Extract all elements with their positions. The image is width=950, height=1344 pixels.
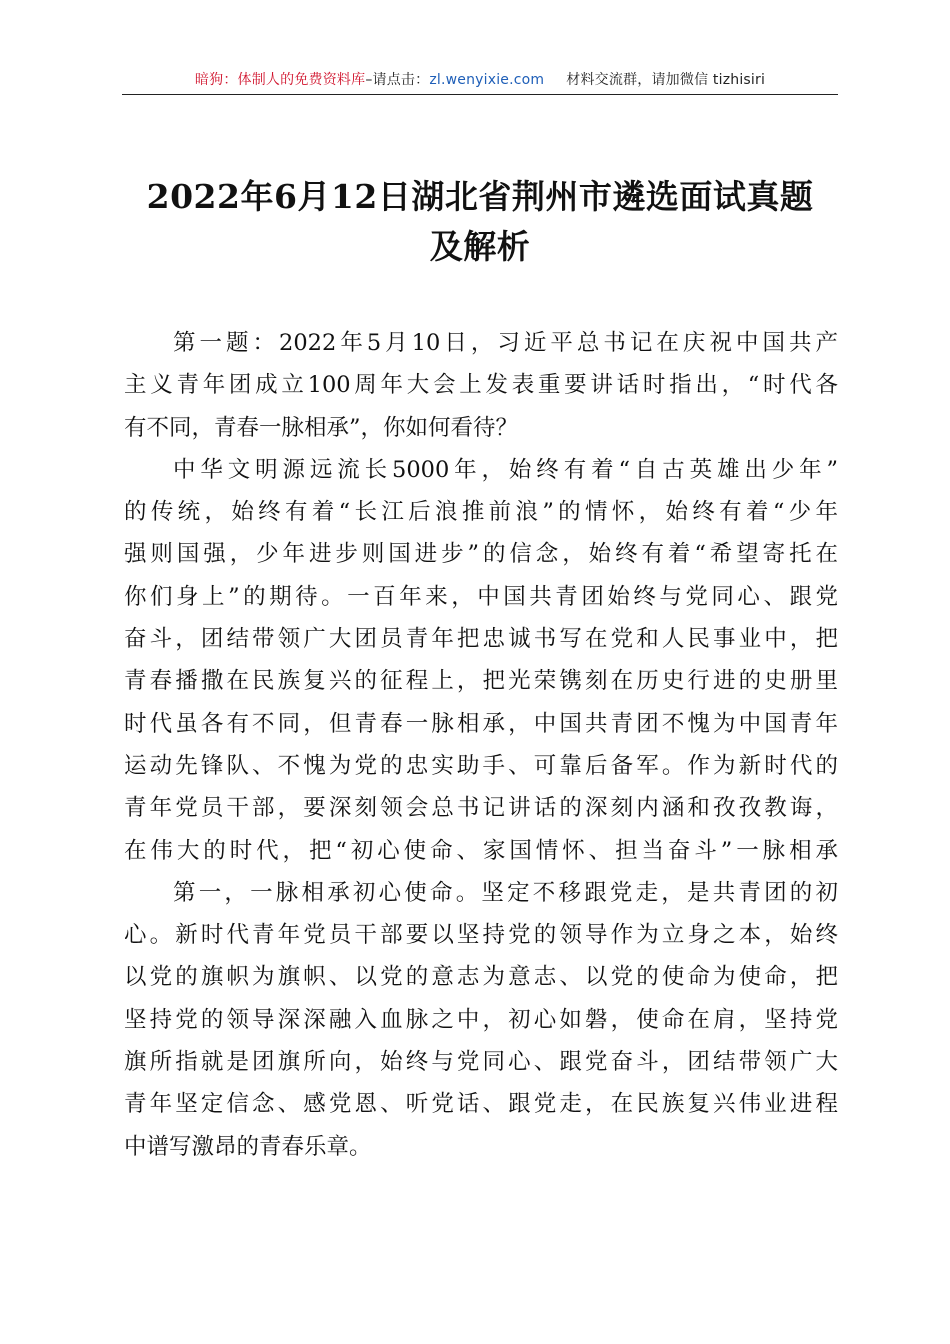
- body-line: 心。新时代青年党员干部要以坚持党的领导作为立身之本，始终: [124, 922, 838, 949]
- header-promo-prefix: –请点击：: [365, 72, 430, 88]
- body-line: 时代虽各有不同，但青春一脉相承，中国共青团不愧为中国青年: [124, 710, 838, 737]
- header-wechat-text: 材料交流群，请加微信 tizhisiri: [566, 72, 766, 88]
- body-line: 第一，一脉相承初心使命。坚定不移跟党走，是共青团的初: [173, 879, 838, 906]
- body-line: 的传统，始终有着“长江后浪推前浪”的情怀，始终有着“少年: [124, 499, 838, 526]
- body-line: 坚持党的领导深深融入血脉之中，初心如磐，使命在肩，坚持党: [124, 1006, 838, 1033]
- document-body: [124, 322, 838, 1168]
- body-line: 第一题：2022年5月10日，习近平总书记在庆祝中国共产: [173, 330, 838, 356]
- body-line: 运动先锋队、不愧为党的忠实助手、可靠后备军。作为新时代的: [124, 752, 838, 779]
- body-line: 旗所指就是团旗所向，始终与党同心、跟党奋斗，团结带领广大: [124, 1049, 838, 1076]
- body-line: 青年党员干部，要深刻领会总书记讲话的深刻内涵和孜孜教诲，: [124, 795, 838, 822]
- body-line: 强则国强，少年进步则国进步”的信念，始终有着“希望寄托在: [124, 541, 838, 568]
- title-line-2: 及解析: [429, 227, 531, 266]
- document-title: [100, 172, 860, 272]
- page-header: [122, 70, 838, 95]
- body-line: 奋斗，团结带领广大团员青年把忠诚书写在党和人民事业中，把: [124, 626, 838, 653]
- body-line: 中谱写激昂的青春乐章。: [124, 1133, 372, 1160]
- header-promo-link[interactable]: zl.wenyixie.com: [429, 72, 545, 88]
- body-line: 以党的旗帜为旗帜、以党的意志为意志、以党的使命为使命，把: [124, 964, 838, 991]
- title-line-1: 2022年6月12日湖北省荆州市遴选面试真题: [146, 177, 814, 216]
- body-line: 青春播撒在民族复兴的征程上，把光荣镌刻在历史行进的史册里: [124, 668, 838, 695]
- body-line: 青年坚定信念、感党恩、听党话、跟党走，在民族复兴伟业进程: [124, 1091, 838, 1118]
- body-line: 在伟大的时代，把“初心使命、家国情怀、担当奋斗”一脉相承: [124, 837, 838, 864]
- body-line: 有不同，青春一脉相承”，你如何看待？: [124, 414, 519, 441]
- body-line: 中华文明源远流长5000年，始终有着“自古英雄出少年”: [173, 456, 838, 483]
- body-line: 主义青年团成立100周年大会上发表重要讲话时指出，“时代各: [124, 372, 838, 399]
- body-line: 你们身上”的期待。一百年来，中国共青团始终与党同心、跟党: [124, 583, 838, 610]
- header-promo-text: 暗狗：体制人的免费资料库: [194, 72, 366, 88]
